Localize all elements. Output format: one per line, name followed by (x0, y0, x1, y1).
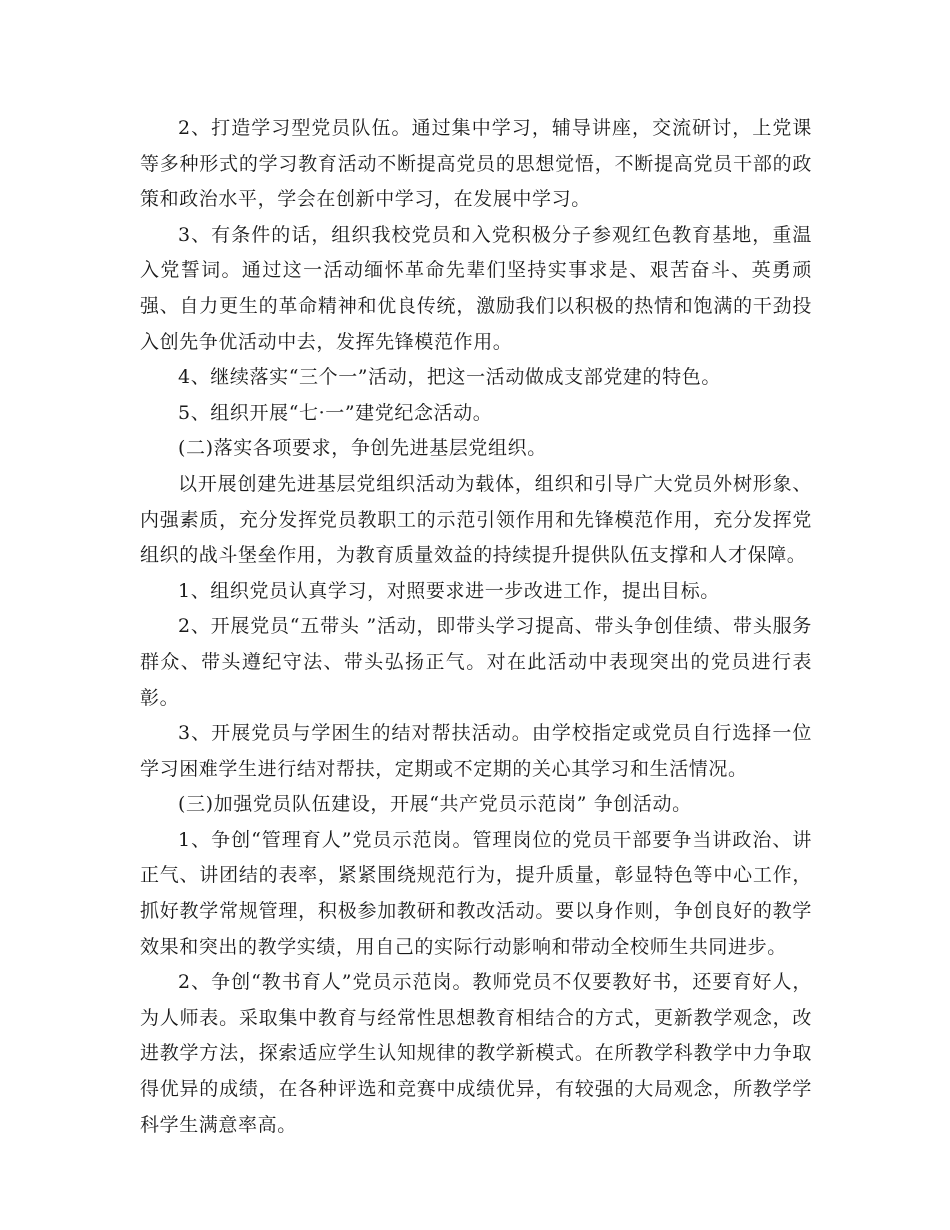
section-heading-3: (三)加强党员队伍建设，开展“共产党员示范岗” 争创活动。 (178, 793, 692, 816)
paragraph-three-ones: 4、继续落实“三个一”活动，把这一活动做成支部党建的特色。 (178, 366, 721, 389)
paragraph-study-goals: 1、组织党员认真学习，对照要求进一步改进工作，提出目标。 (178, 579, 720, 602)
document-page (140, 111, 812, 1143)
paragraph-advanced-org: 以开展创建先进基层党组织活动为载体，组织和引导广大党员外树形象、内强素质，充分发挥党员教职工的示范引领作用和先锋模范作用，充分发挥党组织的战斗堡垒作用，为教育质量效益的持续提升提供队伍支撑和人才保障。 (140, 472, 812, 567)
paragraph-student-support: 3、开展党员与学困生的结对帮扶活动。由学校指定或党员自行选择一位学习困难学生进行结对帮扶，定期或不定期的关心其学习和生活情况。 (140, 722, 812, 780)
paragraph-red-education: 3、有条件的话，组织我校党员和入党积极分子参观红色教育基地，重温入党誓词。通过这一活动缅怀革命先辈们坚持实事求是、艰苦奋斗、英勇顽强、自力更生的革命精神和优良传统，激励我们以积极的热情和饱满的干劲投入创先争优活动中去，发挥先锋模范作用。 (140, 223, 812, 353)
paragraph-five-leads: 2、开展党员“五带头 ”活动，即带头学习提高、带头争创佳绩、带头服务群众、带头遵纪守法、带头弘扬正气。对在此活动中表现突出的党员进行表彰。 (140, 615, 812, 709)
paragraph-july-first: 5、组织开展“七·一”建党纪念活动。 (178, 401, 493, 424)
paragraph-management-model: 1、争创“管理育人”党员示范岗。管理岗位的党员干部要争当讲政治、讲正气、讲团结的表率，紧紧围绕规范行为，提升质量，彰显特色等中心工作，抓好教学常规管理，积极参加教研和教改活动。要以身作则，争创良好的教学效果和突出的教学实绩，用自己的实际行动影响和带动全校师生共同进步。 (140, 828, 812, 958)
paragraph-teaching-model: 2、争创“教书育人”党员示范岗。教师党员不仅要教好书，还要育好人，为人师表。采取集中教育与经常性思想教育相结合的方式，更新教学观念，改进教学方法，探索适应学生认知规律的教学新模式。在所教学科教学中力争取得优异的成绩，在各种评选和竞赛中成绩优异，有较强的大局观念，所教学学科学生满意率高。 (140, 971, 812, 1136)
section-heading-2: (二)落实各项要求，争创先进基层党组织。 (178, 437, 547, 460)
paragraph-study-team: 2、打造学习型党员队伍。通过集中学习，辅导讲座，交流研讨，上党课等多种形式的学习教育活动不断提高党员的思想觉悟，不断提高党员干部的政策和政治水平，学会在创新中学习，在发展中学习。 (140, 117, 812, 211)
